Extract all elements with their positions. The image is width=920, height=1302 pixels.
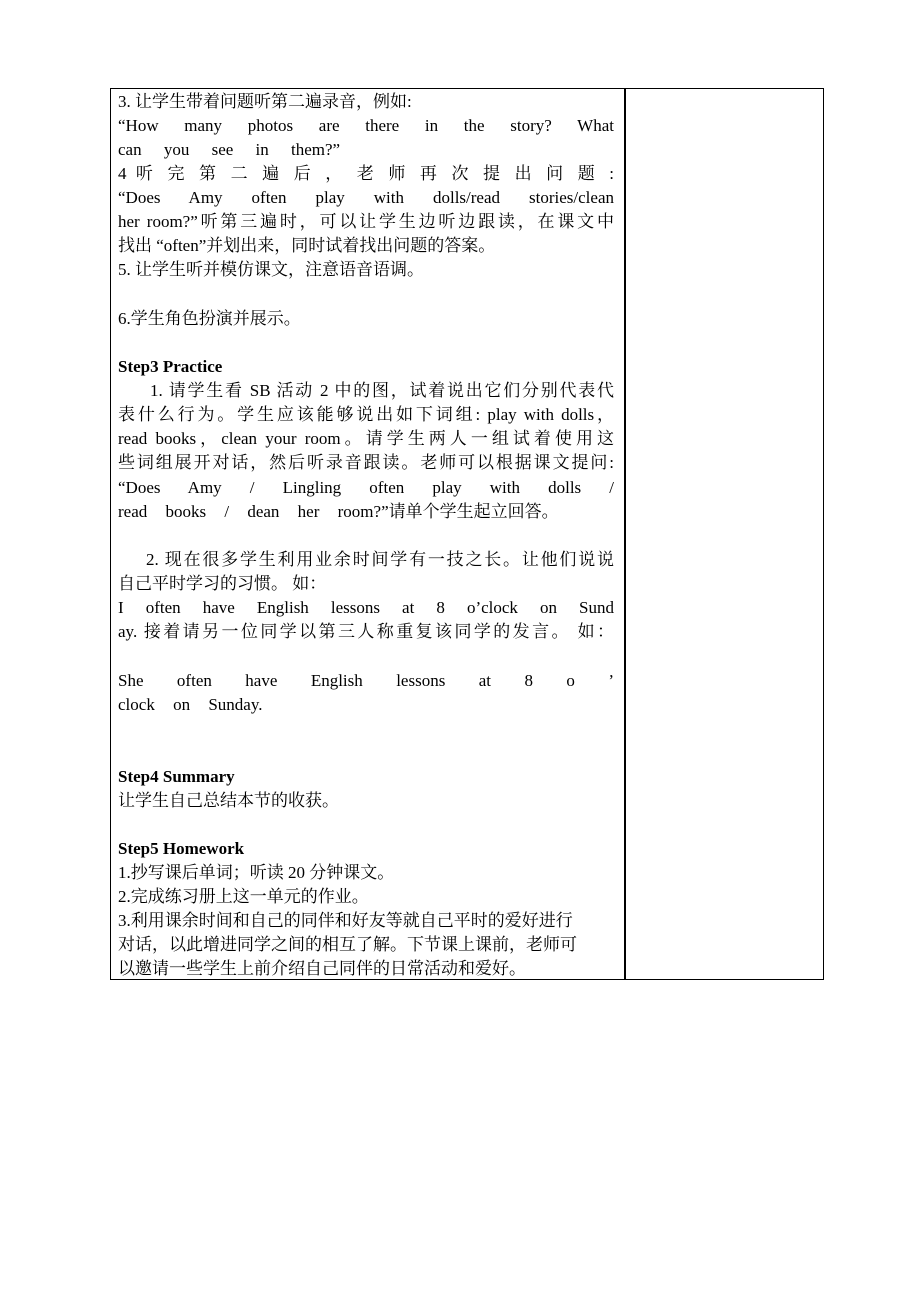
section-heading-step4: Step4 Summary <box>118 767 235 786</box>
text-line: read books，clean your room。请学生两人一组试着使用这 <box>118 429 614 448</box>
text-line: 些词组展开对话，然后听录音跟读。老师可以根据课文提问: <box>118 453 614 472</box>
text-line: 对话，以此增进同学之间的相互了解。下节课上课前，老师可 <box>118 935 577 954</box>
text-line: 让学生自己总结本节的收获。 <box>118 791 339 810</box>
column-divider <box>624 88 626 980</box>
text-line: 2.完成练习册上这一单元的作业。 <box>118 887 369 906</box>
text-line: 表什么行为。学生应该能够说出如下词组: play with dolls， <box>118 405 614 424</box>
text-line: clock on Sunday. <box>118 695 263 714</box>
text-line: “Does Amy / Lingling often play with dolls / <box>118 478 614 497</box>
text-line: 6.学生角色扮演并展示。 <box>118 309 301 328</box>
text-line: 自己平时学习的习惯。 如： <box>118 574 327 593</box>
text-line: “Does Amy often play with dolls/read stories/clean <box>118 188 614 207</box>
text-line: I often have English lessons at 8 o’clock on Sund <box>118 598 614 617</box>
text-line: 1. 请学生看 SB 活动 2 中的图，试着说出它们分别代表代 <box>150 381 614 400</box>
section-heading-step3: Step3 Practice <box>118 357 223 376</box>
text-line: 5. 让学生听并模仿课文，注意语音语调。 <box>118 260 424 279</box>
text-line: her room?”听第三遍时，可以让学生边听边跟读，在课文中 <box>118 212 614 231</box>
text-line: 找出 “often”并划出来，同时试着找出问题的答案。 <box>118 236 496 255</box>
text-line: 2. 现在很多学生利用业余时间学有一技之长。让他们说说 <box>146 550 614 569</box>
text-line: She often have English lessons at 8 o ’ <box>118 671 614 690</box>
text-line: 3. 让学生带着问题听第二遍录音，例如: <box>118 92 412 111</box>
text-line: 1.抄写课后单词；听读 20 分钟课文。 <box>118 863 395 882</box>
section-heading-step5: Step5 Homework <box>118 839 245 858</box>
text-line: read books / dean her room?”请单个学生起立回答。 <box>118 502 559 521</box>
text-line: “How many photos are there in the story? What <box>118 116 614 135</box>
text-line: ay. 接着请另一位同学以第三人称重复该同学的发言。 如： <box>118 622 614 641</box>
text-line: can you see in them?” <box>118 140 341 159</box>
text-line: 4 听 完 第 二 遍 后 ， 老 师 再 次 提 出 问 题 : <box>118 164 614 183</box>
text-line: 3.利用课余时间和自己的同伴和好友等就自己平时的爱好进行 <box>118 911 573 930</box>
text-line: 以邀请一些学生上前介绍自己同伴的日常活动和爱好。 <box>118 959 526 978</box>
